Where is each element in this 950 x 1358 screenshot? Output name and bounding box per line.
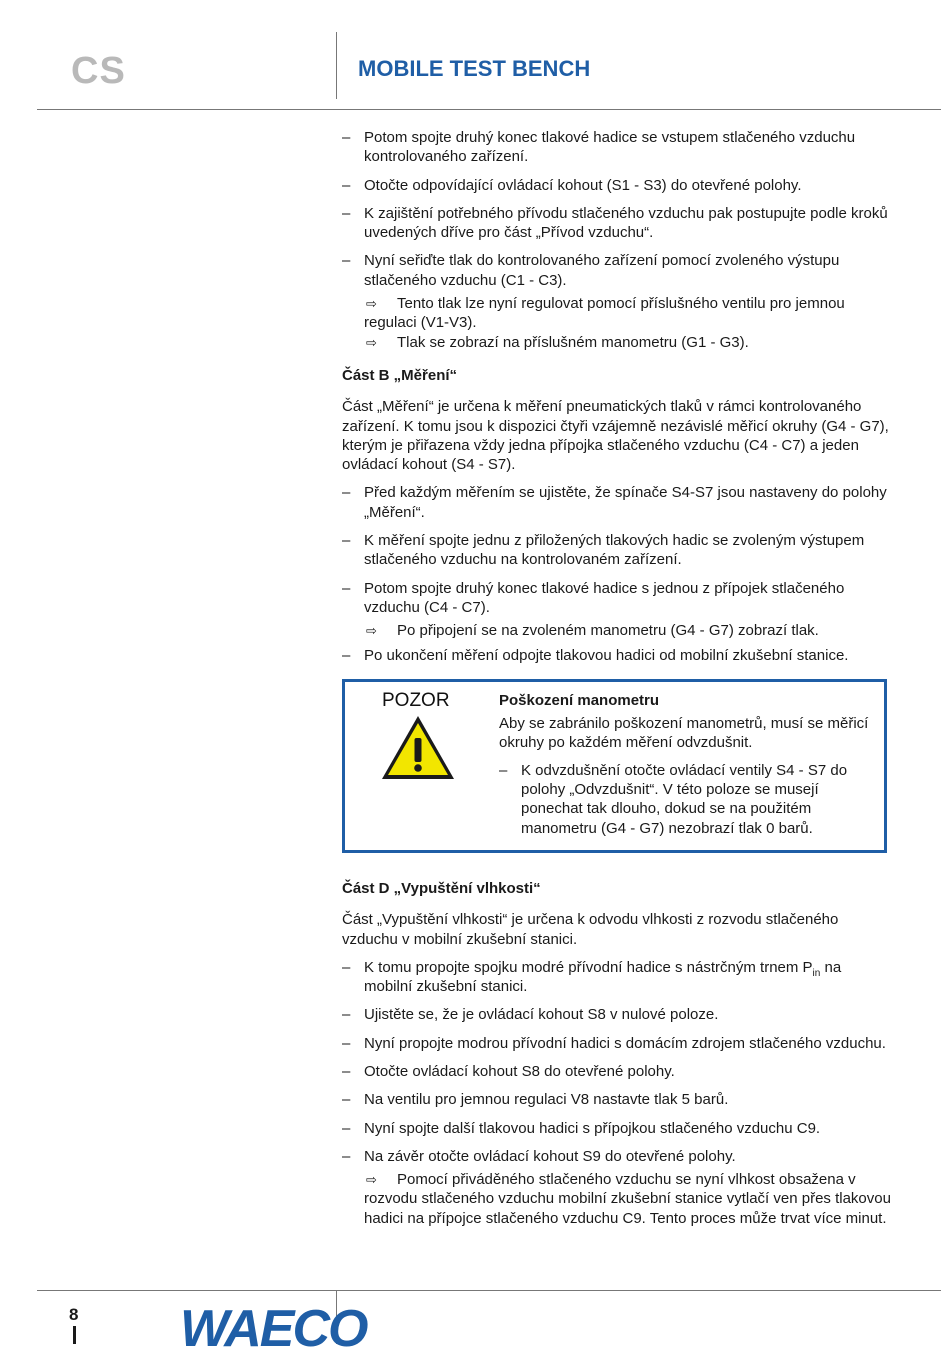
warning-list-item: – K odvzdušnění otočte ovládací ventily S4 - S7 do polohy „Odvzdušnit“. V této poloze se musejí ponechat tak dlouho, dokud se na použitém manometru (G4 - G7) nezobrazí tlak 0 barů.: [499, 761, 848, 837]
warning-label: POZOR: [382, 689, 450, 711]
dash-bullet: –: [342, 532, 351, 550]
header-rule: [37, 109, 941, 110]
brand-logo: WAECO: [180, 1300, 367, 1358]
dash-bullet: –: [342, 176, 351, 194]
dash-bullet: –: [342, 204, 351, 222]
result-arrow-icon: ⇨: [366, 623, 377, 639]
list-item: – Nyní propojte modrou přívodní hadici s domácím zdrojem stlačeného vzduchu.: [342, 1034, 886, 1052]
warning-left: [379, 691, 499, 838]
warning-title: Poškození manometru: [499, 691, 660, 709]
result-item: ⇨ Tento tlak lze nyní regulovat pomocí příslušného ventilu pro jemnou regulaci (V1-V3).: [364, 295, 845, 332]
list-item: – Otočte ovládací kohout S8 do otevřené polohy.: [342, 1062, 675, 1080]
list-item: – Nyní spojte další tlakovou hadici s přípojkou stlačeného vzduchu C9.: [342, 1119, 821, 1137]
dash-bullet: –: [342, 129, 351, 146]
warning-triangle-icon: [379, 713, 457, 783]
list-item: – K zajištění potřebného přívodu stlačeného vzduchu pak postupujte podle kroků uvedených dříve pro část „Přívod vzduchu“.: [342, 204, 888, 242]
result-arrow-icon: ⇨: [366, 1172, 377, 1188]
dash-bullet: –: [342, 1062, 351, 1080]
page-number: 8: [69, 1305, 79, 1324]
result-arrow-icon: ⇨: [366, 296, 377, 312]
dash-bullet: –: [342, 579, 351, 597]
result-item: ⇨ Tlak se zobrazí na příslušném manometru (G1 - G3).: [366, 333, 749, 351]
list-item: – Ujistěte se, že je ovládací kohout S8 v nulové poloze.: [342, 1006, 719, 1024]
section-d-intro: Část „Vypuštění vlhkosti“ je určena k odvodu vlhkosti z rozvodu stlačeného vzduchu v mobilní zkušební stanici.: [342, 911, 839, 948]
list-item: – K tomu propojte spojku modré přívodní hadice s nástrčným trnem $P_{in}$ na mobilní zkušební stanici.: [342, 958, 842, 996]
page-title: MOBILE TEST BENCH: [358, 56, 591, 81]
dash-bullet: –: [342, 1006, 351, 1024]
language-code: CS: [71, 50, 126, 92]
warning-body: Aby se zabránilo poškození manometrů, musí se měřicí okruhy po každém měření odvzdušnit.: [499, 715, 869, 752]
list-item: – K měření spojte jednu z přiložených tlakových hadic se zvoleným výstupem stlačeného vzduchu na kontrolovaném zařízení.: [342, 532, 865, 569]
result-item: ⇨ Pomocí přiváděného stlačeného vzduchu se nyní vlhkost obsažena v rozvodu stlačeného vzduchu mobilní zkušební stanice vytlačí ven přes tlakovou hadici na přípojce stlačeného vzduchu C9. Tento proces může trvat více minut.: [364, 1171, 891, 1227]
page-number-tick: [73, 1326, 76, 1344]
list-item: – Potom spojte druhý konec tlakové hadice se vstupem stlačeného vzduchu kontrolovaného zařízení.: [342, 129, 856, 166]
dash-bullet: –: [499, 761, 508, 779]
list-item: – Otočte odpovídající ovládací kohout (S1 - S3) do otevřené polohy.: [342, 176, 802, 194]
dash-bullet: –: [342, 958, 351, 976]
section-b-heading: Část B „Měření“: [342, 366, 458, 384]
list-item: – Potom spojte druhý konec tlakové hadice s jednou z přípojek stlačeného vzduchu (C4 - C7).: [342, 579, 845, 616]
dash-bullet: –: [342, 252, 351, 270]
result-item: ⇨ Po připojení se na zvoleném manometru (G4 - G7) zobrazí tlak.: [366, 622, 819, 640]
list-item: – Před každým měřením se ujistěte, že spínače S4-S7 jsou nastaveny do polohy „Měření“.: [342, 484, 887, 521]
dash-bullet: –: [342, 1119, 351, 1137]
dash-bullet: –: [342, 646, 351, 664]
dash-bullet: –: [342, 484, 351, 502]
dash-bullet: –: [342, 1091, 351, 1109]
list-item: – Na závěr otočte ovládací kohout S9 do otevřené polohy.: [342, 1147, 736, 1165]
warning-right: [499, 691, 872, 838]
dash-bullet: –: [342, 1034, 351, 1052]
warning-box: [342, 679, 887, 853]
list-item: – Nyní seřiďte tlak do kontrolovaného zařízení pomocí zvoleného výstupu stlačeného vzduchu (C1 - C3).: [342, 252, 840, 289]
footer-rule: [37, 1290, 941, 1291]
list-item: – Po ukončení měření odpojte tlakovou hadici od mobilní zkušební stanice.: [342, 646, 849, 664]
list-item: – Na ventilu pro jemnou regulaci V8 nastavte tlak 5 barů.: [342, 1091, 729, 1109]
section-d-heading: Část D „Vypuštění vlhkosti“: [342, 879, 541, 897]
header-divider: [336, 32, 337, 99]
main-content: [342, 128, 892, 1233]
section-b-intro: Část „Měření“ je určena k měření pneumatických tlaků v rámci kontrolovaného zařízení. K tomu jsou k dispozici čtyři vzájemně nezávislé měřicí okruhy (G4 - G7), kterým je přiřazena vždy jedna přípojka stlačeného vzduchu (C4 - C7) a jeden ovládací kohout (S4 - S7).: [342, 398, 889, 474]
result-arrow-icon: ⇨: [366, 334, 377, 350]
dash-bullet: –: [342, 1147, 351, 1165]
